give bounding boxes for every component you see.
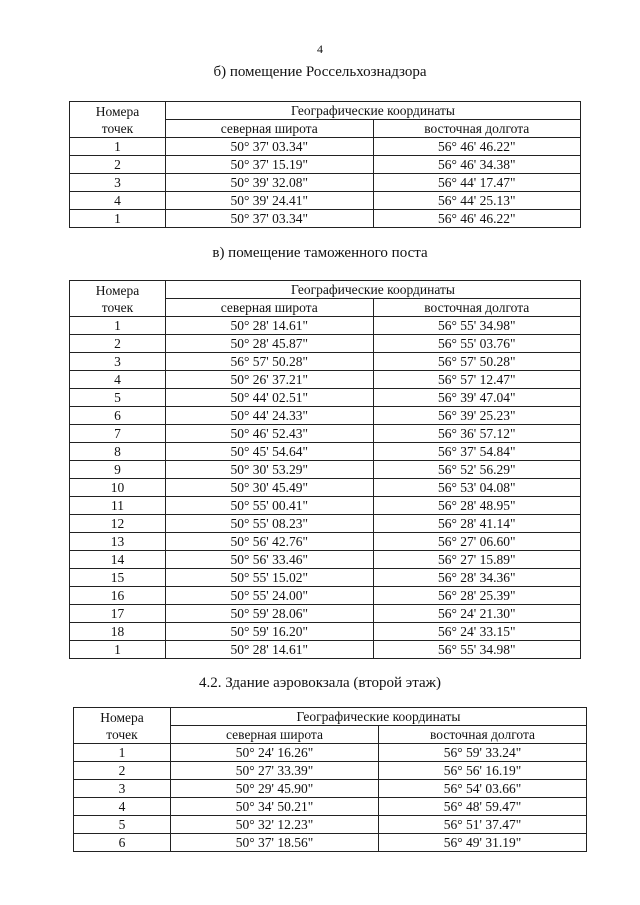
table-row [70, 443, 581, 461]
latitude-cell: 50° 39' 24.41" [166, 192, 374, 210]
point-number-cell: 2 [70, 335, 166, 353]
longitude-cell: 56° 37' 54.84" [373, 443, 581, 461]
point-number-cell: 2 [70, 156, 166, 174]
latitude-cell: 50° 59' 16.20" [166, 623, 374, 641]
point-number-cell: 6 [74, 834, 171, 852]
point-number-cell: 16 [70, 587, 166, 605]
table-row [70, 623, 581, 641]
point-number-cell: 1 [70, 641, 166, 659]
latitude-cell: 50° 37' 15.19" [166, 156, 374, 174]
header-geo-coordinates: Географические координаты [166, 102, 581, 120]
latitude-cell: 50° 37' 18.56" [171, 834, 379, 852]
point-number-cell: 17 [70, 605, 166, 623]
header-east-longitude: восточная долгота [373, 299, 581, 317]
point-number-cell: 1 [70, 317, 166, 335]
page-number: 4 [317, 42, 323, 56]
latitude-cell: 50° 26' 37.21" [166, 371, 374, 389]
point-number-cell: 11 [70, 497, 166, 515]
longitude-cell: 56° 54' 03.66" [379, 780, 587, 798]
coordinates-table-customs-post [69, 280, 581, 659]
latitude-cell: 50° 55' 24.00" [166, 587, 374, 605]
longitude-cell: 56° 55' 34.98" [373, 317, 581, 335]
point-number-cell: 4 [74, 798, 171, 816]
table-row [74, 834, 587, 852]
longitude-cell: 56° 52' 56.29" [373, 461, 581, 479]
latitude-cell: 50° 55' 08.23" [166, 515, 374, 533]
header-east-longitude: восточная долгота [379, 726, 587, 744]
latitude-cell: 50° 27' 33.39" [171, 762, 379, 780]
longitude-cell: 56° 56' 16.19" [379, 762, 587, 780]
header-north-latitude: северная широта [166, 299, 374, 317]
point-number-cell: 1 [70, 210, 166, 228]
table-row [70, 192, 581, 210]
longitude-cell: 56° 46' 34.38" [373, 156, 581, 174]
table-row [70, 371, 581, 389]
table-row [74, 744, 587, 762]
latitude-cell: 50° 44' 02.51" [166, 389, 374, 407]
latitude-cell: 56° 57' 50.28" [166, 353, 374, 371]
section-caption-terminal-second-floor: 4.2. Здание аэровокзала (второй этаж) [199, 675, 441, 691]
longitude-cell: 56° 36' 57.12" [373, 425, 581, 443]
table-row [70, 551, 581, 569]
table-row [74, 798, 587, 816]
table-row [70, 174, 581, 192]
point-number-cell: 4 [70, 192, 166, 210]
header-points: Номера точек [74, 708, 171, 744]
table-row [70, 497, 581, 515]
section-caption-rosselkhoznadzor: б) помещение Россельхознадзора [213, 64, 427, 80]
table-row [70, 389, 581, 407]
latitude-cell: 50° 59' 28.06" [166, 605, 374, 623]
longitude-cell: 56° 59' 33.24" [379, 744, 587, 762]
latitude-cell: 50° 28' 45.87" [166, 335, 374, 353]
table-row [70, 156, 581, 174]
latitude-cell: 50° 37' 03.34" [166, 138, 374, 156]
longitude-cell: 56° 46' 46.22" [373, 138, 581, 156]
latitude-cell: 50° 24' 16.26" [171, 744, 379, 762]
coordinates-table-rosselkhoznadzor [69, 101, 581, 228]
longitude-cell: 56° 55' 34.98" [373, 641, 581, 659]
point-number-cell: 4 [70, 371, 166, 389]
coordinates-table-terminal-second-floor [73, 707, 587, 852]
longitude-cell: 56° 24' 21.30" [373, 605, 581, 623]
longitude-cell: 56° 48' 59.47" [379, 798, 587, 816]
table-row [70, 479, 581, 497]
point-number-cell: 15 [70, 569, 166, 587]
point-number-cell: 3 [70, 353, 166, 371]
table-row [74, 780, 587, 798]
point-number-cell: 3 [74, 780, 171, 798]
point-number-cell: 1 [74, 744, 171, 762]
longitude-cell: 56° 27' 15.89" [373, 551, 581, 569]
longitude-cell: 56° 51' 37.47" [379, 816, 587, 834]
longitude-cell: 56° 49' 31.19" [379, 834, 587, 852]
latitude-cell: 50° 56' 33.46" [166, 551, 374, 569]
longitude-cell: 56° 55' 03.76" [373, 335, 581, 353]
point-number-cell: 7 [70, 425, 166, 443]
header-points: Номера точек [70, 102, 166, 138]
longitude-cell: 56° 39' 47.04" [373, 389, 581, 407]
longitude-cell: 56° 24' 33.15" [373, 623, 581, 641]
point-number-cell: 6 [70, 407, 166, 425]
latitude-cell: 50° 32' 12.23" [171, 816, 379, 834]
point-number-cell: 1 [70, 138, 166, 156]
table-row [70, 353, 581, 371]
point-number-cell: 3 [70, 174, 166, 192]
longitude-cell: 56° 46' 46.22" [373, 210, 581, 228]
longitude-cell: 56° 28' 25.39" [373, 587, 581, 605]
latitude-cell: 50° 30' 53.29" [166, 461, 374, 479]
point-number-cell: 5 [74, 816, 171, 834]
latitude-cell: 50° 45' 54.64" [166, 443, 374, 461]
point-number-cell: 2 [74, 762, 171, 780]
table-row [70, 533, 581, 551]
latitude-cell: 50° 30' 45.49" [166, 479, 374, 497]
table-row [74, 816, 587, 834]
latitude-cell: 50° 39' 32.08" [166, 174, 374, 192]
table-row [70, 587, 581, 605]
table-row [70, 138, 581, 156]
latitude-cell: 50° 46' 52.43" [166, 425, 374, 443]
header-north-latitude: северная широта [171, 726, 379, 744]
longitude-cell: 56° 44' 17.47" [373, 174, 581, 192]
point-number-cell: 12 [70, 515, 166, 533]
latitude-cell: 50° 55' 15.02" [166, 569, 374, 587]
header-points: Номера точек [70, 281, 166, 317]
latitude-cell: 50° 28' 14.61" [166, 641, 374, 659]
longitude-cell: 56° 57' 50.28" [373, 353, 581, 371]
table-row [70, 210, 581, 228]
table-row [70, 569, 581, 587]
table-row [70, 407, 581, 425]
latitude-cell: 50° 28' 14.61" [166, 317, 374, 335]
longitude-cell: 56° 57' 12.47" [373, 371, 581, 389]
latitude-cell: 50° 34' 50.21" [171, 798, 379, 816]
latitude-cell: 50° 55' 00.41" [166, 497, 374, 515]
latitude-cell: 50° 44' 24.33" [166, 407, 374, 425]
header-north-latitude: северная широта [166, 120, 374, 138]
longitude-cell: 56° 44' 25.13" [373, 192, 581, 210]
longitude-cell: 56° 28' 34.36" [373, 569, 581, 587]
longitude-cell: 56° 28' 48.95" [373, 497, 581, 515]
table-row [70, 641, 581, 659]
header-geo-coordinates: Географические координаты [171, 708, 587, 726]
latitude-cell: 50° 29' 45.90" [171, 780, 379, 798]
table-row [70, 461, 581, 479]
point-number-cell: 18 [70, 623, 166, 641]
table-row [70, 317, 581, 335]
point-number-cell: 8 [70, 443, 166, 461]
latitude-cell: 50° 37' 03.34" [166, 210, 374, 228]
table-row [70, 425, 581, 443]
table-row [70, 515, 581, 533]
section-caption-customs-post: в) помещение таможенного поста [212, 245, 428, 261]
point-number-cell: 13 [70, 533, 166, 551]
point-number-cell: 14 [70, 551, 166, 569]
point-number-cell: 10 [70, 479, 166, 497]
header-east-longitude: восточная долгота [373, 120, 581, 138]
longitude-cell: 56° 27' 06.60" [373, 533, 581, 551]
point-number-cell: 9 [70, 461, 166, 479]
header-geo-coordinates: Географические координаты [166, 281, 581, 299]
longitude-cell: 56° 39' 25.23" [373, 407, 581, 425]
table-row [70, 335, 581, 353]
latitude-cell: 50° 56' 42.76" [166, 533, 374, 551]
table-row [70, 605, 581, 623]
point-number-cell: 5 [70, 389, 166, 407]
longitude-cell: 56° 53' 04.08" [373, 479, 581, 497]
longitude-cell: 56° 28' 41.14" [373, 515, 581, 533]
table-row [74, 762, 587, 780]
